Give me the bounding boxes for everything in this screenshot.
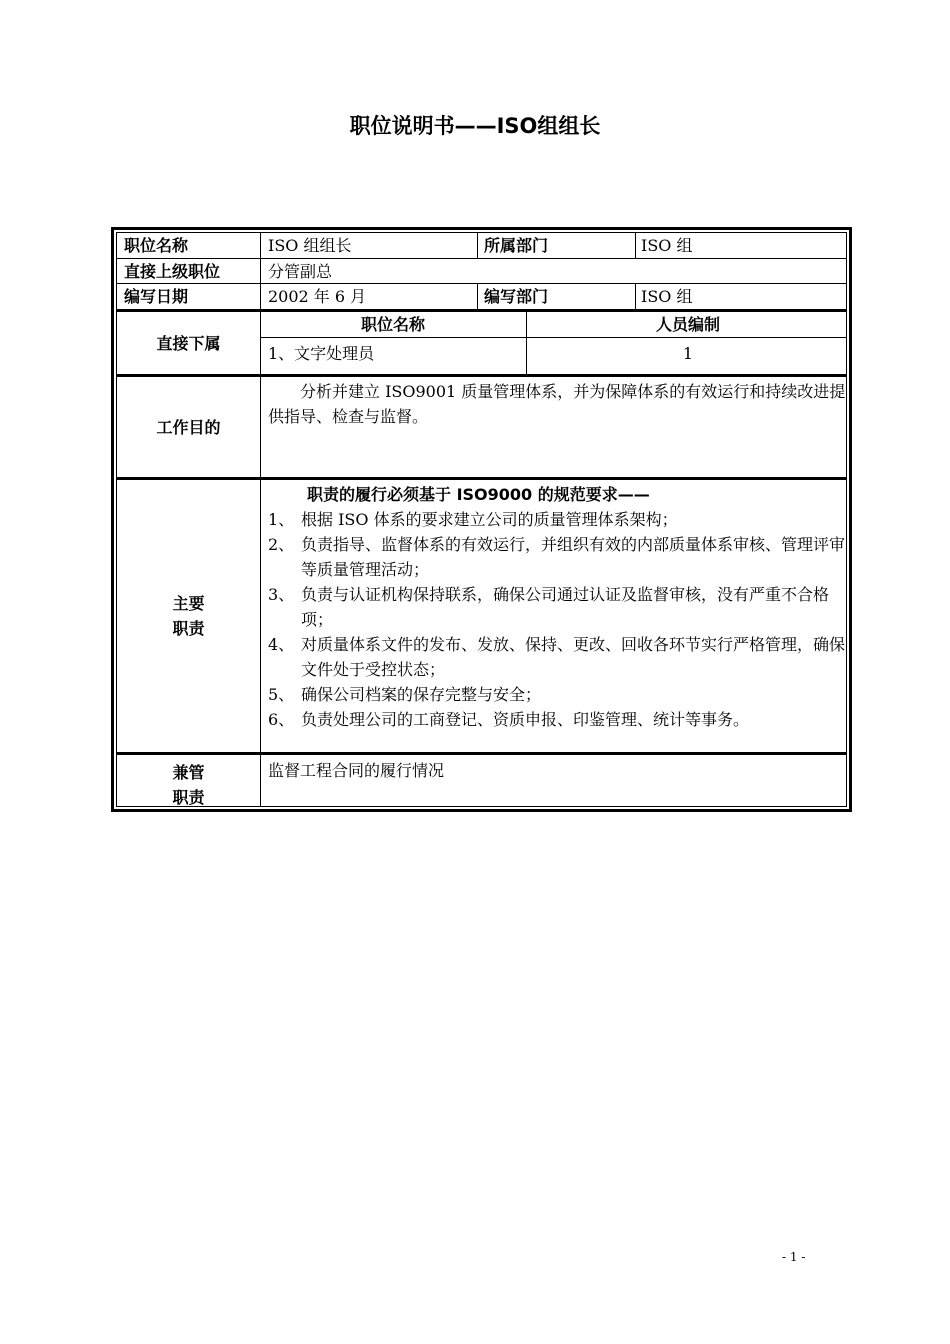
duty-number: 6、 [268,710,295,729]
duty-number: 3、 [268,585,295,604]
date-value: 2002 年 6 月 [268,287,367,306]
duty-text: 负责处理公司的工商登记、资质申报、印鉴管理、统计等事务。 [301,710,750,729]
duty-number: 5、 [268,685,295,704]
subordinate-headcount: 1 [682,344,694,363]
purpose-text: 分析并建立 ISO9001 质量管理体系，并为保障体系的有效运行和持续改进提供指导、检查与监督。 [268,382,846,426]
row3-divider-a [477,284,478,309]
duty-text: 负责指导、监督体系的有效运行，并组织有效的内部质量体系审核、管理评审等质量管理活动； [301,535,846,579]
author-dept-value: ISO 组 [641,287,693,306]
department-label: 所属部门 [484,236,549,255]
row-line-thick [117,477,846,480]
page-number: - 1 - [782,1250,806,1264]
date-label: 编写日期 [124,287,189,306]
job-description-table [111,227,852,812]
additional-text: 监督工程合同的履行情况 [268,761,445,780]
row-line [117,283,846,284]
position-name-label: 职位名称 [124,236,189,255]
subordinates-header-line [260,337,846,338]
position-name-value: ISO 组组长 [268,236,352,255]
row-line-thick [117,374,846,377]
duties-label-line2: 职责 [172,619,205,638]
superior-value: 分管副总 [268,262,333,281]
subordinates-col-position: 职位名称 [360,315,425,334]
department-value: ISO 组 [641,236,693,255]
duty-number: 1、 [268,510,295,529]
additional-label-line2: 职责 [172,788,205,807]
row1-divider-b [635,233,636,258]
duty-number: 4、 [268,635,295,654]
duty-text: 根据 ISO 体系的要求建立公司的质量管理体系架构； [301,510,678,529]
purpose-label: 工作目的 [156,418,221,437]
additional-label-line1: 兼管 [172,763,205,782]
author-dept-label: 编写部门 [484,287,549,306]
subordinates-label: 直接下属 [156,334,221,353]
table-inner-border [116,232,847,807]
row1-divider-a [477,233,478,258]
duty-number: 2、 [268,535,295,554]
page-title: 职位说明书——ISO组组长 [349,114,601,138]
subordinate-position: 1、文字处理员 [268,344,375,363]
subordinates-col-headcount: 人员编制 [655,315,720,334]
row-line [117,258,846,259]
duty-text: 确保公司档案的保存完整与安全； [301,685,542,704]
duties-intro: 职责的履行必须基于 ISO9000 的规范要求—— [307,485,650,504]
superior-label: 直接上级职位 [124,262,221,281]
duty-text: 负责与认证机构保持联系，确保公司通过认证及监督审核，没有严重不合格项； [301,585,830,629]
row-line-thick [117,752,846,755]
duties-label-line1: 主要 [172,594,205,613]
duty-text: 对质量体系文件的发布、发放、保持、更改、回收各环节实行严格管理，确保文件处于受控状态； [301,635,846,679]
row3-divider-b [635,284,636,309]
